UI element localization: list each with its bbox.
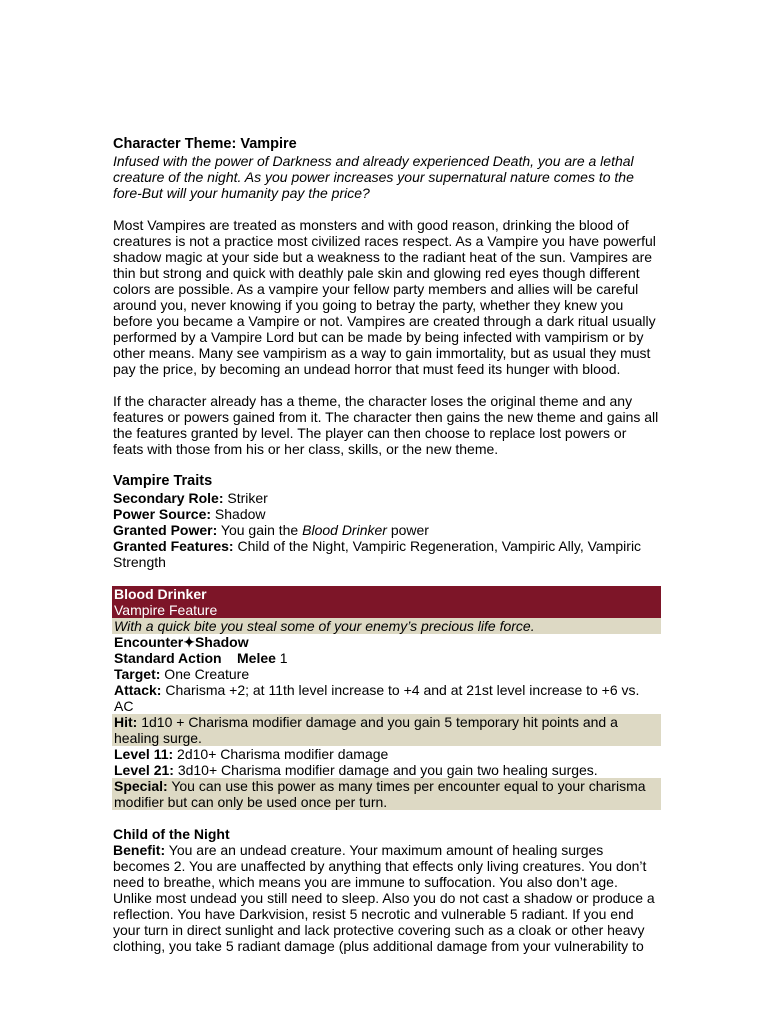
benefit-label: Benefit:: [113, 842, 166, 858]
theme-replacement-paragraph: If the character already has a theme, the character loses the original theme and any features or powers gained from it. The character then gains the new theme and gains all the features granted by level. The player can then choose to replace lost powers or feats with those from his or her class, skills, or the new theme.: [113, 393, 659, 457]
power-level-11: [112, 746, 659, 762]
benefit-text: You are an undead creature. Your maximum amount of healing surges becomes 2. You are unaffected by anything that effects only living creatures. You don’t need to breathe, which means you are immune to suffocation. You also don’t age. Unlike most undead you still need to sleep. Also you do not cast a shadow or produce a reflection. You have Darkvision, resist 5 necrotic and vulnerable 5 radiant. If you end your turn in direct sunlight and lack protective covering such as a cloak or other heavy clothing, you take 5 radiant damage (plus additional damage from your vulnerability to: [113, 842, 655, 954]
power-line-label: Hit:: [114, 714, 138, 730]
power-usage: Encounter✦Shadow: [114, 634, 249, 650]
traits-heading: Vampire Traits: [113, 473, 213, 489]
trait-value: Child of the Night, Vampiric Regeneration, Vampiric Ally, Vampiric Strength: [113, 538, 642, 570]
power-range-value: 1: [275, 650, 288, 666]
trait-granted-features: [113, 538, 659, 570]
power-special: [112, 778, 661, 810]
power-line-label: Level 21:: [114, 762, 174, 778]
power-line-label: Attack:: [114, 682, 162, 698]
power-name: Blood Drinker: [114, 586, 207, 602]
trait-value: Striker: [223, 490, 268, 506]
trait-label: Secondary Role:: [113, 490, 224, 506]
trait-granted-power: [113, 522, 659, 538]
power-action-type: Standard Action: [114, 650, 222, 666]
power-level-21: [112, 762, 659, 778]
granted-power-name: Blood Drinker: [302, 522, 387, 538]
power-line-value: 2d10+ Charisma modifier damage: [173, 746, 389, 762]
power-line-value: You can use this power as many times per encounter equal to your charisma modifier but can only be used once per turn.: [114, 778, 646, 810]
child-of-night-benefit: [113, 842, 659, 954]
power-action-row: [112, 650, 659, 666]
power-line-label: Level 11:: [114, 746, 174, 762]
power-header: [112, 586, 661, 618]
theme-title: Character Theme: Vampire: [113, 136, 297, 152]
power-line-label: Target:: [114, 666, 161, 682]
power-attack: [112, 682, 659, 714]
trait-value: You gain the: [217, 522, 303, 538]
power-line-value: 3d10+ Charisma modifier damage and you gain two healing surges.: [173, 762, 598, 778]
trait-power-source: [113, 506, 659, 522]
power-line-label: Special:: [114, 778, 168, 794]
power-type: Vampire Feature: [114, 602, 218, 618]
trait-label: Granted Power:: [113, 522, 218, 538]
power-hit: [112, 714, 661, 746]
trait-label: Granted Features:: [113, 538, 234, 554]
power-line-value: 1d10 + Charisma modifier damage and you gain 5 temporary hit points and a healing surge.: [114, 714, 618, 746]
power-line-value: Charisma +2; at 11th level increase to +4 and at 21st level increase to +6 vs. AC: [114, 682, 640, 714]
power-flavor-text: With a quick bite you steal some of your enemy’s precious life force.: [112, 618, 661, 634]
theme-description-paragraph: Most Vampires are treated as monsters and with good reason, drinking the blood of creatures is not a practice most civilized races respect. As a Vampire you have powerful shadow magic at your side but a weakness to the radiant heat of the sun. Vampires are thin but strong and quick with deathly pale skin and glowing red eyes though different colors are possible. As a vampire your fellow party members and allies will be careful around you, never knowing if you going to betray the party, whether they knew you before you became a Vampire or not. Vampires are created through a dark ritual usually performed by a Vampire Lord but can be made by being infected with vampirism or by other means. Many see vampirism as a way to gain immortality, but as usual they must pay the price, by becoming an undead horror that must feed its hunger with blood.: [113, 217, 656, 377]
trait-value: Shadow: [211, 506, 266, 522]
trait-label: Power Source:: [113, 506, 212, 522]
power-target: [112, 666, 659, 682]
trait-secondary-role: [113, 490, 659, 506]
child-of-night-heading: Child of the Night: [113, 826, 230, 842]
power-line-value: One Creature: [160, 666, 250, 682]
document-content: [113, 136, 659, 954]
trait-value: power: [386, 522, 429, 538]
theme-flavor-text: Infused with the power of Darkness and already experienced Death, you are a lethal creature of the night. As you power increases your supernatural nature comes to the fore-But will your humanity pay the price?: [113, 153, 634, 201]
power-range-label: Melee: [237, 650, 276, 666]
